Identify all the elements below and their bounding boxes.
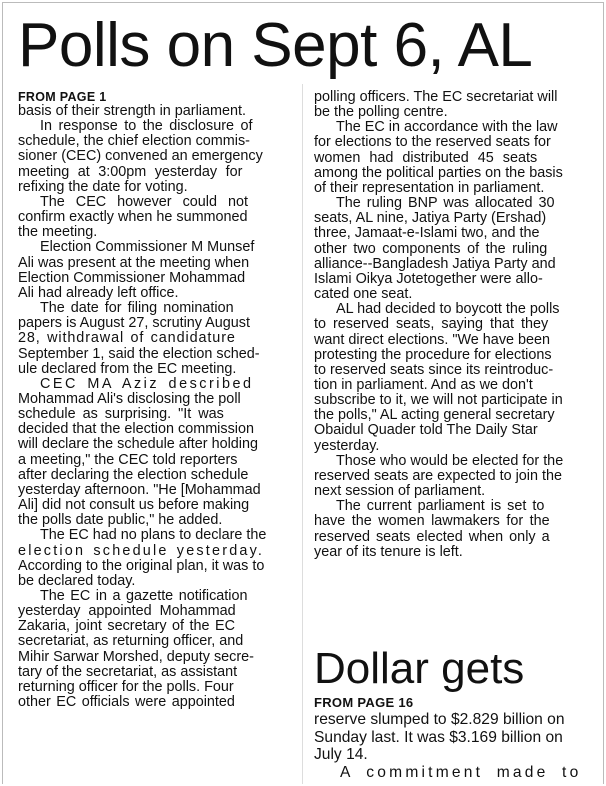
text-line: decided that the election commission [18,421,254,438]
text-line: refixing the date for voting. [18,178,188,195]
text-line: among the political parties on the basis [314,164,563,181]
text-line: basis of their strength in parliament. [18,103,246,119]
text-line: after declaring the election schedule [18,466,249,483]
text-line: of their representation in parliament. [314,179,545,196]
headline-polls: Polls on Sept 6, AL [18,11,533,80]
text-line: protesting the procedure for elections [314,346,552,363]
text-line: The EC in accordance with the law [336,119,558,136]
text-line: A commitment made to [340,763,582,781]
text-line: tary of the secretariat, as assistant [18,663,238,680]
text-line: Islami Oikya Jotetogether were allo- [314,270,543,287]
text-line: The date for filing nomination [40,300,234,317]
text-line: will declare the schedule after holding [18,436,258,453]
text-line: ule declared from the EC meeting. [18,360,237,377]
text-line: the meeting. [18,224,98,241]
text-line: want direct elections. "We have been [314,331,551,348]
text-line: Mihir Sarwar Morshed, deputy secre- [18,648,254,665]
text-line: Zakaria, joint secretary of the EC [18,618,236,635]
text-line: The EC had no plans to declare the [40,527,267,544]
text-line: AL had decided to boycott the polls [336,301,560,318]
text-line: Election Commissioner Mohammad [18,269,246,286]
text-line: be declared today. [18,572,136,589]
text-line: secretariat, as returning officer, and [18,633,244,650]
text-line: a meeting," the CEC told reporters [18,451,238,468]
text-line: confirm exactly when he summoned [18,209,248,226]
text-line: election schedule yesterday. [18,542,265,559]
text-line: cated one seat. [314,286,413,303]
text-line: meeting at 3:00pm yesterday for [18,163,243,180]
text-line: reserved seats are expected to join the [314,467,562,484]
text-line: Election Commissioner M Munsef [40,239,255,256]
text-line: sioner (CEC) convened an emergency [18,148,263,165]
text-line: subscribe to it, we will not participate in [314,392,563,409]
text-line: According to the original plan, it was to [18,557,265,574]
text-line: Mohammad Ali's disclosing the poll [18,390,241,407]
text-line: schedule, the chief election commis- [18,133,250,150]
article-column-3 [314,711,588,781]
text-line: July 14. [314,746,368,764]
text-line: next session of parliament. [314,483,486,500]
text-line: to reserved seats, saying that they [314,316,549,333]
text-line: for elections to the reserved seats for [314,134,551,151]
text-line: The CEC however could not [40,193,248,210]
text-line: be the polling centre. [314,104,448,121]
text-line: reserve slumped to $2.829 billion on [314,711,565,728]
text-line: tion in parliament. And as we don't [314,376,533,393]
text-line: schedule as surprising. "It was [18,406,224,423]
text-line: yesterday. [314,437,380,454]
text-line: polling officers. The EC secretariat will [314,89,558,105]
text-line: September 1, said the election sched- [18,345,260,362]
column-divider [302,84,303,784]
text-line: alliance--Bangladesh Jatiya Party and [314,255,556,272]
text-line: Obaidul Quader told The Daily Star [314,422,538,439]
text-line: three, Jamaat-e-Islami two, and the [314,225,540,242]
text-line: Ali was present at the meeting when [18,254,250,271]
text-line: seats, AL nine, Jatiya Party (Ershad) [314,210,547,227]
text-line: the polls date public," he added. [18,512,223,529]
text-line: The current parliament is set to [336,498,545,515]
text-line: papers is August 27, scrutiny August [18,315,250,332]
article-column-2 [314,90,588,560]
text-line: reserved seats elected when only a [314,528,550,545]
text-line: returning officer for the polls. Four [18,678,234,695]
text-line: women had distributed 45 seats [314,149,538,166]
text-line: Ali had already left office. [18,284,179,301]
text-line: Sunday last. It was $3.169 billion on [314,728,563,746]
text-line: Those who would be elected for the [336,452,564,469]
text-line: have the women lawmakers for the [314,513,550,530]
text-line: other EC officials were appointed [18,694,235,711]
text-line: 28, withdrawal of candidature [18,330,236,347]
jump-label-page-16: FROM PAGE 16 [314,695,414,710]
text-line: year of its tenure is left. [314,543,463,560]
text-line: The EC in a gazette notification [40,588,248,604]
text-line: to reserved seats since its reintroduc- [314,361,554,378]
jump-label-page-1: FROM PAGE 1 [18,90,107,104]
text-line: the polls," AL acting general secretary [314,407,555,424]
text-line: The ruling BNP was allocated 30 [336,195,555,212]
text-line: Ali] did not consult us before making [18,497,250,514]
text-line: yesterday appointed Mohammad [18,603,236,620]
headline-dollar: Dollar gets [314,644,525,693]
text-line: yesterday afternoon. "He [Mohammad [18,481,261,498]
text-line: In response to the disclosure of [40,118,253,135]
article-column-1 [18,104,290,710]
text-line: other two components of the ruling [314,240,548,257]
text-line: CEC MA Aziz described [40,375,254,392]
